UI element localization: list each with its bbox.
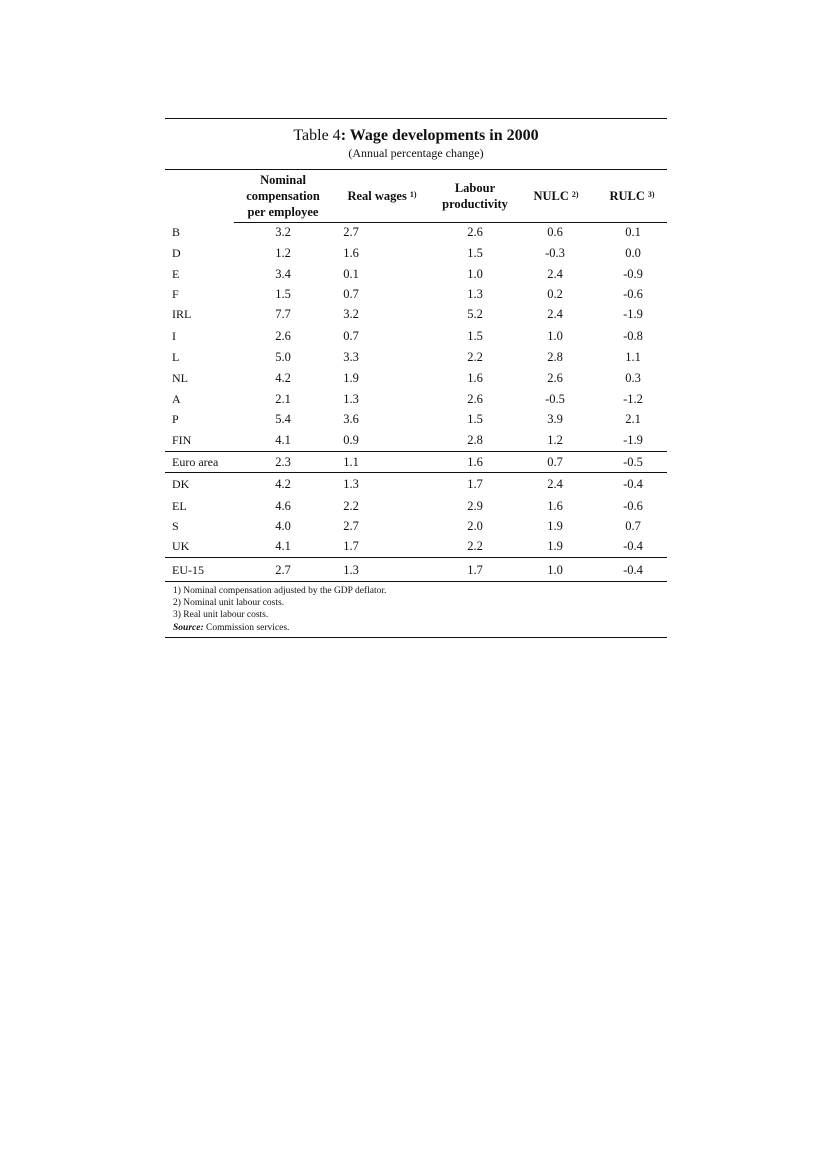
cell-nominal: 4.1 xyxy=(275,539,291,553)
cell-nulc: 1.6 xyxy=(547,499,563,513)
col-header-label: Nominal compensation per employee xyxy=(246,173,320,219)
cell-nominal: 1.2 xyxy=(275,246,291,260)
cell-real-wages: 0.9 xyxy=(343,433,359,447)
cell-real-wages: 0.7 xyxy=(343,287,359,301)
source-label: Source: xyxy=(173,622,204,633)
footnote-3: 3) Real unit labour costs. xyxy=(173,610,269,621)
cell-nulc: 1.0 xyxy=(547,329,563,343)
row-label: DK xyxy=(172,477,190,491)
cell-nominal: 4.1 xyxy=(275,433,291,447)
source-text: Commission services. xyxy=(203,622,290,633)
row-label: A xyxy=(172,392,181,406)
cell-nominal: 4.2 xyxy=(275,477,291,491)
cell-real-wages: 0.1 xyxy=(343,267,359,281)
table-row-i xyxy=(165,326,667,346)
cell-real-wages: 1.3 xyxy=(343,392,359,406)
cell-nulc: 2.6 xyxy=(547,371,563,385)
cell-nulc: 2.4 xyxy=(547,477,563,491)
cell-nulc: 1.9 xyxy=(547,539,563,553)
footnote-2: 2) Nominal unit labour costs. xyxy=(173,598,285,609)
cell-real-wages: 2.2 xyxy=(343,499,359,513)
cell-rulc: -0.6 xyxy=(623,499,643,513)
cell-nulc: 1.2 xyxy=(547,433,563,447)
col-header-note: 2) xyxy=(571,190,579,199)
table-title-main: : Wage developments in 2000 xyxy=(340,127,539,144)
table-row-nl xyxy=(165,368,667,388)
cell-real-wages: 3.6 xyxy=(343,412,359,426)
cell-nominal: 3.2 xyxy=(275,225,291,239)
cell-real-wages: 2.7 xyxy=(343,225,359,239)
row-label: IRL xyxy=(172,307,192,321)
table-row-fin xyxy=(165,430,667,450)
row-label: FIN xyxy=(172,433,192,447)
row-label: EL xyxy=(172,499,187,513)
cell-productivity: 2.6 xyxy=(467,225,483,239)
cell-nulc: 0.2 xyxy=(547,287,563,301)
cell-nominal: 4.6 xyxy=(275,499,291,513)
col-header-label: Labour productivity xyxy=(442,181,508,211)
row-label: S xyxy=(172,519,179,533)
cell-nulc: 2.4 xyxy=(547,267,563,281)
cell-nulc: 1.9 xyxy=(547,519,563,533)
cell-real-wages: 1.1 xyxy=(343,455,359,469)
table-row-irl xyxy=(165,304,667,324)
col-header-nulc xyxy=(521,172,591,220)
cell-rulc: 0.0 xyxy=(625,246,641,260)
row-label: L xyxy=(172,350,180,364)
cell-nulc: 0.6 xyxy=(547,225,563,239)
row-label: F xyxy=(172,287,179,301)
cell-real-wages: 1.7 xyxy=(343,539,359,553)
row-label: UK xyxy=(172,539,190,553)
cell-rulc: 1.1 xyxy=(625,350,641,364)
cell-nulc: 2.8 xyxy=(547,350,563,364)
col-header-label: Real wages xyxy=(347,189,407,203)
cell-productivity: 2.6 xyxy=(467,392,483,406)
cell-nulc: -0.3 xyxy=(545,246,565,260)
cell-nominal: 2.3 xyxy=(275,455,291,469)
col-header-note: 3) xyxy=(647,190,655,199)
cell-nominal: 4.0 xyxy=(275,519,291,533)
col-header-labour-productivity xyxy=(433,172,517,220)
eu15-bottom-rule xyxy=(165,581,667,582)
cell-productivity: 2.2 xyxy=(467,539,483,553)
cell-productivity: 1.0 xyxy=(467,267,483,281)
table-row-dk xyxy=(165,474,667,494)
col-header-label: RULC xyxy=(609,189,645,203)
table-row-p xyxy=(165,409,667,429)
row-label: Euro area xyxy=(172,455,219,469)
cell-productivity: 1.7 xyxy=(467,477,483,491)
row-label: NL xyxy=(172,371,188,385)
cell-nominal: 5.4 xyxy=(275,412,291,426)
eu15-top-rule xyxy=(165,557,667,558)
cell-rulc: -1.9 xyxy=(623,433,643,447)
col-header-nominal-compensation xyxy=(237,172,329,220)
euro-area-bottom-rule xyxy=(165,472,667,473)
col-header-label: NULC xyxy=(533,189,569,203)
table-row-l xyxy=(165,347,667,367)
cell-productivity: 2.8 xyxy=(467,433,483,447)
table-title xyxy=(165,126,667,145)
table-subtitle: (Annual percentage change) xyxy=(348,146,484,160)
cell-nominal: 1.5 xyxy=(275,287,291,301)
cell-real-wages: 1.3 xyxy=(343,563,359,577)
cell-real-wages: 1.6 xyxy=(343,246,359,260)
cell-rulc: -0.9 xyxy=(623,267,643,281)
cell-rulc: -0.4 xyxy=(623,563,643,577)
cell-nominal: 5.0 xyxy=(275,350,291,364)
table-row-eu-15 xyxy=(165,560,667,580)
cell-nulc: 1.0 xyxy=(547,563,563,577)
cell-productivity: 1.6 xyxy=(467,371,483,385)
top-rule xyxy=(165,118,667,119)
col-header-rulc xyxy=(597,172,667,220)
cell-rulc: 0.1 xyxy=(625,225,641,239)
table-title-prefix: Table 4 xyxy=(293,127,341,144)
cell-rulc: -0.8 xyxy=(623,329,643,343)
cell-nominal: 2.6 xyxy=(275,329,291,343)
footnote-1: 1) Nominal compensation adjusted by the GDP deflator. xyxy=(173,586,387,596)
cell-productivity: 1.5 xyxy=(467,412,483,426)
cell-productivity: 1.7 xyxy=(467,563,483,577)
cell-nominal: 2.7 xyxy=(275,563,291,577)
cell-nulc: -0.5 xyxy=(545,392,565,406)
cell-real-wages: 3.2 xyxy=(343,307,359,321)
cell-productivity: 1.5 xyxy=(467,246,483,260)
cell-rulc: -0.4 xyxy=(623,539,643,553)
cell-nominal: 7.7 xyxy=(275,307,291,321)
cell-productivity: 1.5 xyxy=(467,329,483,343)
cell-productivity: 2.0 xyxy=(467,519,483,533)
cell-nominal: 4.2 xyxy=(275,371,291,385)
cell-rulc: -1.2 xyxy=(623,392,643,406)
table-row-euro-area xyxy=(165,452,667,472)
cell-nulc: 0.7 xyxy=(547,455,563,469)
table-row-d xyxy=(165,243,667,263)
cell-nulc: 2.4 xyxy=(547,307,563,321)
table-row-el xyxy=(165,496,667,516)
cell-productivity: 1.3 xyxy=(467,287,483,301)
cell-rulc: -0.4 xyxy=(623,477,643,491)
cell-nominal: 2.1 xyxy=(275,392,291,406)
cell-rulc: 0.3 xyxy=(625,371,641,385)
row-label: P xyxy=(172,412,179,426)
col-header-note: 1) xyxy=(409,190,417,199)
table-footnotes xyxy=(173,585,663,634)
source-note xyxy=(173,622,663,634)
table-row-b xyxy=(165,222,667,242)
cell-productivity: 5.2 xyxy=(467,307,483,321)
cell-real-wages: 2.7 xyxy=(343,519,359,533)
row-label: EU-15 xyxy=(172,563,204,577)
table-row-e xyxy=(165,264,667,284)
table-row-f xyxy=(165,284,667,304)
table-row-a xyxy=(165,389,667,409)
table-row-s xyxy=(165,516,667,536)
header-rule xyxy=(165,169,667,170)
cell-rulc: 0.7 xyxy=(625,519,641,533)
cell-nominal: 3.4 xyxy=(275,267,291,281)
row-label: D xyxy=(172,246,181,260)
row-label: B xyxy=(172,225,181,239)
cell-productivity: 1.6 xyxy=(467,455,483,469)
cell-nulc: 3.9 xyxy=(547,412,563,426)
cell-rulc: -1.9 xyxy=(623,307,643,321)
cell-rulc: -0.5 xyxy=(623,455,643,469)
col-header-real-wages xyxy=(337,172,427,220)
cell-real-wages: 1.9 xyxy=(343,371,359,385)
cell-real-wages: 3.3 xyxy=(343,350,359,364)
row-label: I xyxy=(172,329,176,343)
cell-productivity: 2.9 xyxy=(467,499,483,513)
row-label: E xyxy=(172,267,180,281)
table-row-uk xyxy=(165,536,667,556)
cell-real-wages: 0.7 xyxy=(343,329,359,343)
cell-productivity: 2.2 xyxy=(467,350,483,364)
bottom-rule xyxy=(165,637,667,638)
cell-rulc: -0.6 xyxy=(623,287,643,301)
cell-rulc: 2.1 xyxy=(625,412,641,426)
cell-real-wages: 1.3 xyxy=(343,477,359,491)
